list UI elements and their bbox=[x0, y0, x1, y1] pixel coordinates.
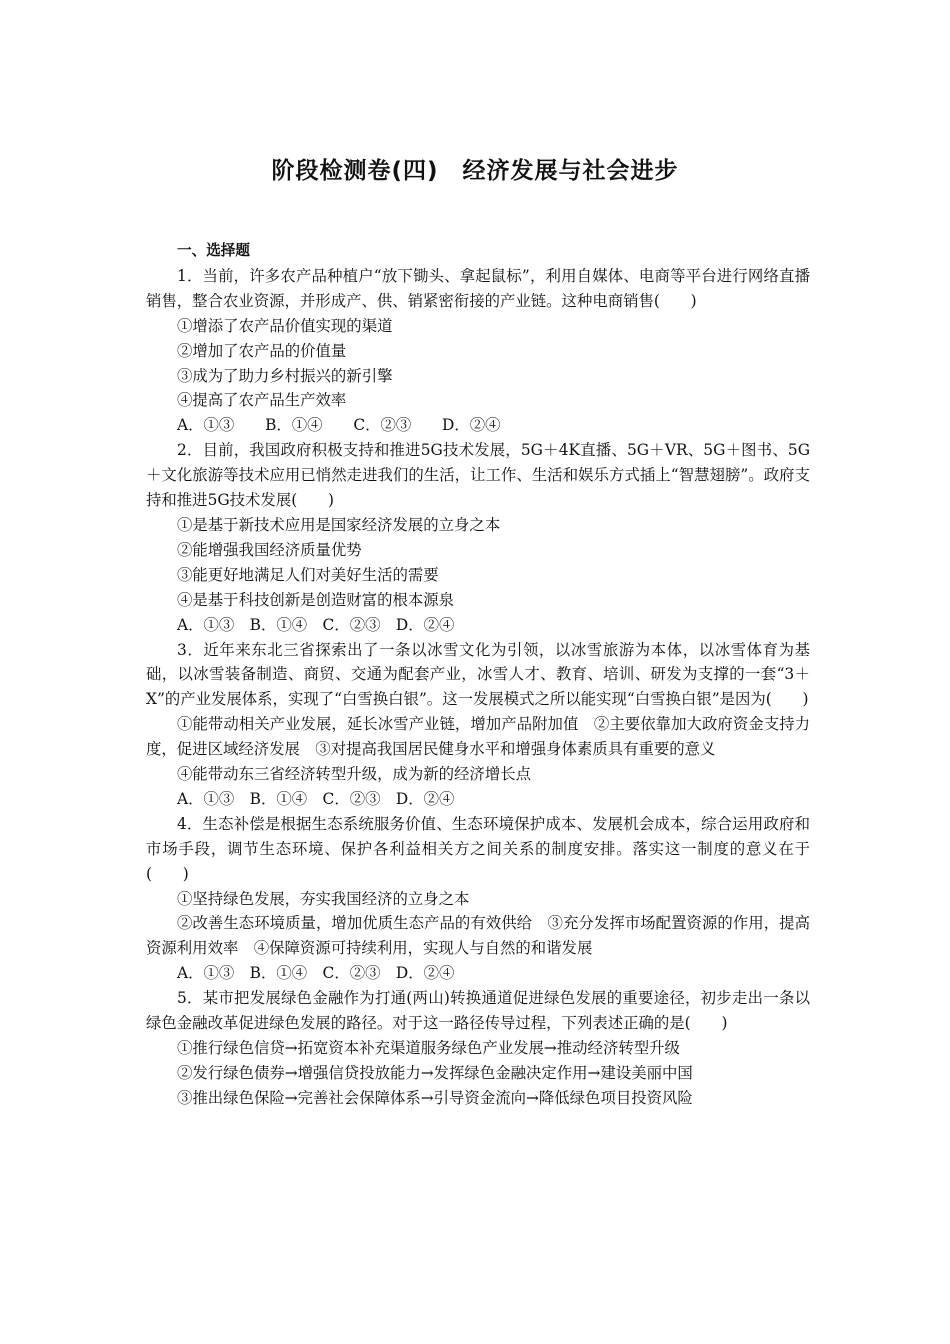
choice-item: ②能增强我国经济质量优势 bbox=[177, 540, 362, 559]
question-stem: 5．某市把发展绿色金融作为打通(两山)转换通道促进绿色发展的重要途径，初步走出一条以绿色金融改革促进绿色发展的路径。对于这一路径传导过程，下列表述正确的是( ) bbox=[146, 989, 810, 1033]
answer-options: A．①③ B．①④ C．②③ D．②④ bbox=[177, 789, 455, 808]
section-heading: 一、选择题 bbox=[177, 242, 250, 259]
page-title: 阶段检测卷(四) 经济发展与社会进步 bbox=[271, 158, 679, 184]
choice-item: ④提高了农产品生产效率 bbox=[177, 391, 347, 410]
choice-item: ①坚持绿色发展，夯实我国经济的立身之本 bbox=[177, 889, 470, 908]
choice-item: ③推出绿色保险→完善社会保障体系→引导资金流向→降低绿色项目投资风险 bbox=[177, 1088, 693, 1107]
choice-item: ④能带动东三省经济转型升级，成为新的经济增长点 bbox=[177, 765, 531, 784]
question-stem: 4．生态补偿是根据生态系统服务价值、生态环境保护成本、发展机会成本，综合运用政府和市场手段，调节生态环境、保护各利益相关方之间关系的制度安排。落实这一制度的意义在于( ) bbox=[146, 814, 810, 883]
choice-item-group: ①能带动相关产业发展，延长冰雪产业链，增加产品附加值 ②主要依靠加大政府资金支持力度，促进区域经济发展 ③对提高我国居民健身水平和增强身体素质具有重要的意义 bbox=[146, 715, 810, 759]
answer-options: A．①③ B．①④ C．②③ D．②④ bbox=[177, 416, 501, 435]
choice-item: ②发行绿色债券→增强信贷投放能力→发挥绿色金融决定作用→建设美丽中国 bbox=[177, 1063, 693, 1082]
choice-item-group: ②改善生态环境质量，增加优质生态产品的有效供给 ③充分发挥市场配置资源的作用，提高资源利用效率 ④保障资源可持续利用，实现人与自然的和谐发展 bbox=[146, 914, 810, 958]
answer-options: A．①③ B．①④ C．②③ D．②④ bbox=[177, 615, 455, 634]
choice-item: ②增加了农产品的价值量 bbox=[177, 341, 347, 360]
choice-item: ①推行绿色信贷→拓宽资本补充渠道服务绿色产业发展→推动经济转型升级 bbox=[177, 1039, 680, 1057]
choice-item: ③成为了助力乡村振兴的新引擎 bbox=[177, 366, 393, 385]
choice-item: ①是基于新技术应用是国家经济发展的立身之本 bbox=[177, 515, 501, 534]
document-body bbox=[146, 239, 810, 1111]
answer-options: A．①③ B．①④ C．②③ D．②④ bbox=[177, 964, 455, 983]
question-stem: 2．目前，我国政府积极支持和推进5G技术发展，5G＋4K直播、5G＋VR、5G＋图书、5G＋文化旅游等技术应用已悄然走进我们的生活，让工作、生活和娱乐方式插上“智慧翅膀”。政府支持和推进5G技术发展( ) bbox=[146, 441, 810, 510]
choice-item: ④是基于科技创新是创造财富的根本源泉 bbox=[177, 590, 455, 609]
question-stem: 3．近年来东北三省探索出了一条以冰雪文化为引领，以冰雪旅游为本体，以冰雪体育为基础，以冰雪装备制造、商贸、交通为配套产业，冰雪人才、教育、培训、研发为支撑的一套“3＋X”的产业发展体系，实现了“白雪换白银”。这一发展模式之所以能实现“白雪换白银”是因为( ) bbox=[146, 640, 810, 709]
choice-item: ①增添了农产品价值实现的渠道 bbox=[177, 316, 393, 335]
question-stem: 1．当前，许多农产品种植户“放下锄头、拿起鼠标”，利用自媒体、电商等平台进行网络直播销售，整合农业资源，并形成产、供、销紧密衔接的产业链。这种电商销售( ) bbox=[146, 266, 810, 310]
choice-item: ③能更好地满足人们对美好生活的需要 bbox=[177, 565, 439, 584]
